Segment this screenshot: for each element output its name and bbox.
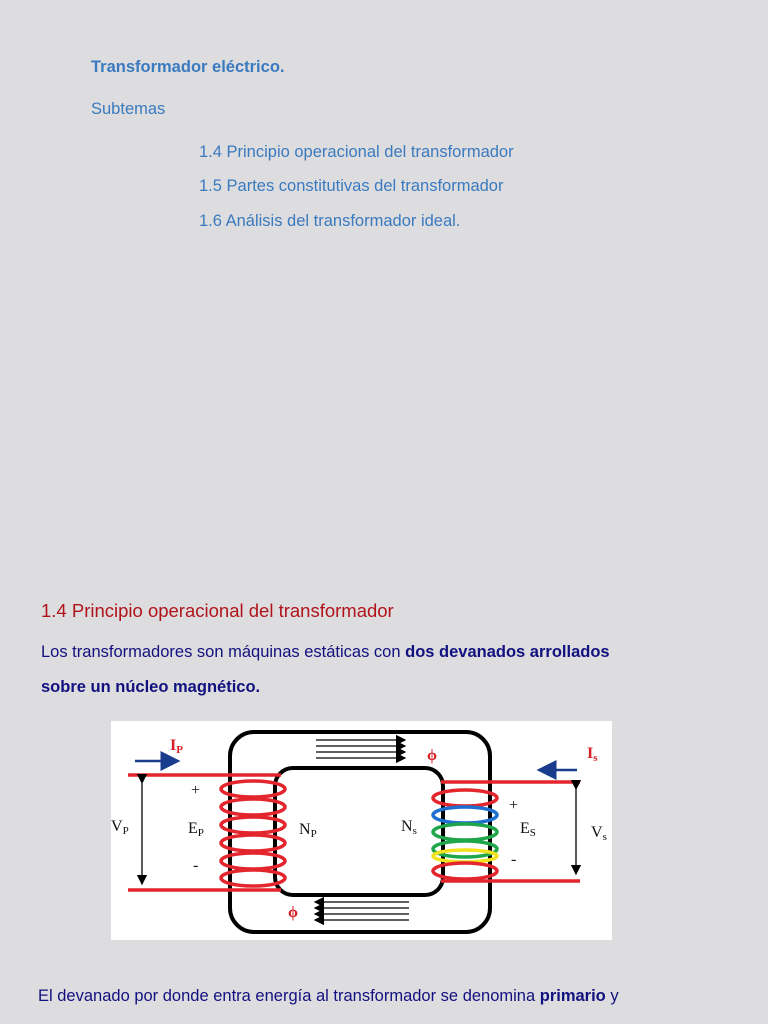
np-label: NP: [299, 821, 317, 840]
minus-left: -: [193, 857, 199, 874]
paragraph-text: y: [605, 987, 619, 1005]
plus-right: +: [509, 797, 519, 814]
paragraph-emphasis: dos devanados arrollados: [405, 643, 610, 661]
section-heading: 1.4 Principio operacional del transformador: [41, 600, 394, 621]
paragraph-definition: [38, 987, 619, 1006]
plus-left: +: [191, 782, 201, 799]
topic-item: 1.5 Partes constitutivas del transformador: [199, 177, 504, 195]
paragraph-text: El devanado por donde entra energía al transformador se denomina: [38, 987, 540, 1005]
paragraph-emphasis: primario: [539, 987, 606, 1005]
ns-label: Ns: [401, 818, 417, 837]
transformer-diagram: [111, 721, 612, 940]
is-label: Is: [587, 745, 598, 764]
vp-label: VP: [111, 818, 129, 837]
vs-label: Vs: [591, 824, 607, 843]
ip-label: IP: [170, 737, 183, 756]
phi-bottom-label: ϕ: [288, 904, 298, 921]
es-label: ES: [520, 820, 536, 839]
document-title: Transformador eléctrico.: [91, 58, 285, 76]
ep-label: EP: [188, 820, 204, 839]
topic-item: 1.4 Principio operacional del transformador: [199, 143, 514, 161]
flux-arrows-bottom: [315, 902, 409, 920]
paragraph-intro: [41, 643, 610, 662]
minus-right: -: [511, 851, 517, 868]
flux-arrows-top: [316, 740, 405, 758]
paragraph-text: Los transformadores son máquinas estáticas con: [41, 643, 406, 661]
subtopics-label: Subtemas: [91, 100, 166, 118]
paragraph-emphasis: sobre un núcleo magnético.: [41, 678, 261, 696]
topic-item: 1.6 Análisis del transformador ideal.: [199, 212, 461, 230]
phi-top-label: ϕ: [427, 747, 437, 764]
